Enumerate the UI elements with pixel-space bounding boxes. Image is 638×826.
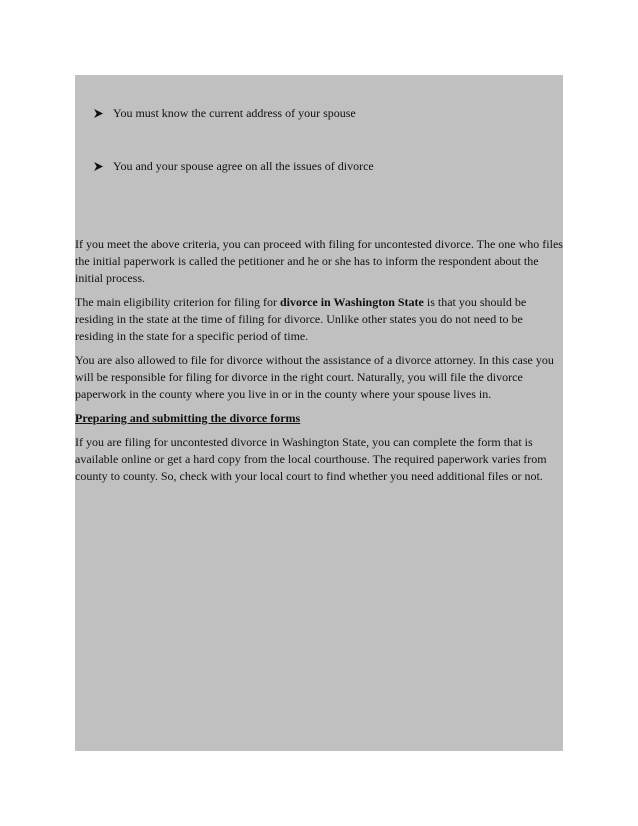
section-heading: Preparing and submitting the divorce forms [75,411,301,425]
bullet-text: You and your spouse agree on all the issues of divorce [113,159,374,173]
paragraph-text: is that you should be residing in the state at the time of filing for divorce. Unlike other states you do not need to be residing in the state for a specific period of time. [75,295,527,343]
bullet-item [94,105,356,121]
document-body [75,236,563,492]
paragraph-text: The main eligibility criterion for filing for [75,295,280,309]
arrow-bullet-icon [94,109,103,118]
paragraph: You are also allowed to file for divorce without the assistance of a divorce attorney. In this case you will be responsible for filing for divorce in the right court. Naturally, you will file the divorce paperwork in the county where you live in or in the county where your spouse lives in. [75,353,554,401]
arrow-bullet-icon [94,162,103,171]
bold-phrase: divorce in Washington State [279,295,424,309]
bullet-text: You must know the current address of your spouse [113,106,356,120]
paragraph: If you are filing for uncontested divorce in Washington State, you can complete the form that is available online or get a hard copy from the local courthouse. The required paperwork varies from county to county. So, check with your local court to find whether you need additional files or not. [75,435,547,483]
paragraph: If you meet the above criteria, you can proceed with filing for uncontested divorce. The one who files the initial paperwork is called the petitioner and he or she has to inform the respondent about the initial process. [75,237,563,285]
paragraph [75,294,563,345]
bullet-item [94,158,374,174]
